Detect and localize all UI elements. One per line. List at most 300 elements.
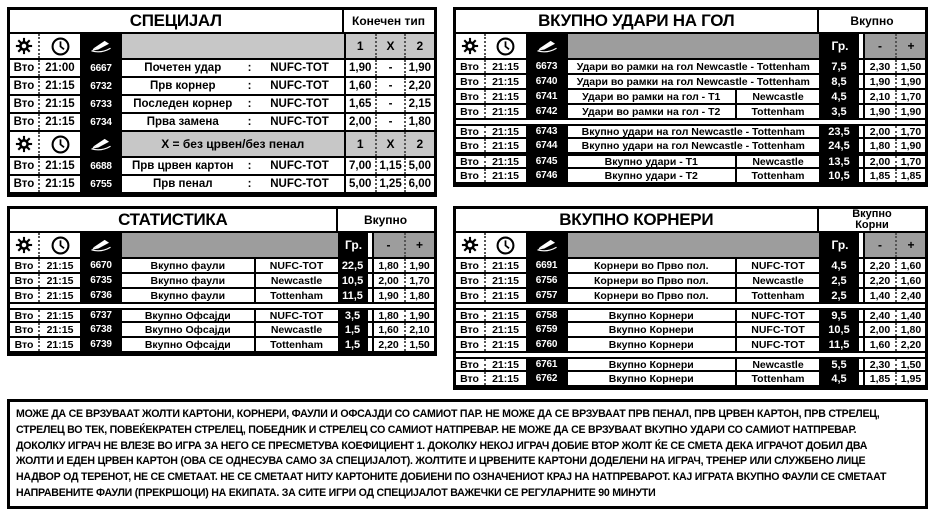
table-row [456, 372, 925, 387]
header-filler [122, 233, 338, 257]
odds-2: 2,20 [404, 78, 433, 94]
odds-group [344, 114, 434, 130]
odds-over: 1,70 [895, 156, 925, 167]
col-header-over: + [895, 34, 925, 58]
line-value: 11,5 [819, 338, 859, 351]
odds-column-headers [863, 34, 925, 58]
odds-under: 1,60 [869, 338, 891, 351]
market-label: Удари во рамки на гол - Т2 [582, 105, 721, 118]
time-cell: 21:15 [45, 116, 75, 128]
market-label: Вкупно удари - Т2 [604, 169, 698, 182]
odds-under: 1,90 [378, 289, 399, 302]
header-row [10, 34, 434, 60]
match-label: NUFC-TOT [270, 160, 329, 172]
time-cell: 21:15 [46, 289, 74, 302]
market-label: Корнери во Прво пол. [593, 274, 709, 287]
gear-icon [15, 37, 33, 55]
code-cell: 6756 [526, 274, 568, 287]
day-cell: Вто [10, 310, 40, 321]
market-label: Корнери во Прво пол. [593, 289, 709, 302]
market-label: Вкупно удари на гол Newcastle - Tottenham [581, 126, 805, 137]
header-row [456, 233, 925, 259]
subheader-note: Х = без црвен/без пенал [122, 132, 344, 156]
page-title: ВКУПНО УДАРИ НА ГОЛ [538, 11, 735, 30]
col-header-over: + [404, 233, 434, 257]
team-cell: Newcastle [254, 323, 338, 336]
odds-over: 1,60 [895, 274, 925, 287]
column-group-header-line2: Корни [855, 219, 889, 231]
odds-group [863, 323, 925, 336]
gear-icon [461, 236, 479, 254]
odds-under: 2,00 [378, 274, 399, 287]
time-cell: 21:15 [46, 274, 74, 287]
line-value: 1,5 [338, 338, 368, 351]
clock-icon [496, 37, 515, 56]
odds-over: 1,95 [895, 372, 925, 385]
header-row [10, 233, 434, 259]
odds-group [372, 338, 434, 351]
day-cell: Вто [10, 176, 40, 192]
market-label: Вкупно фаули [150, 289, 226, 302]
day-cell: Вто [10, 259, 40, 272]
rules-line: МОЖЕ ДА СЕ ВРЗУВААТ ЖОЛТИ КАРТОНИ, КОРНЕРИ, ФАУЛИ И ОФСАЈДИ СО САМИОТ ПАР. НЕ МОЖЕ ДА СЕ ВРЗУВААТ ПРВ ПЕНАЛ, ПРВ ЦРВЕН КАРТОН, ПРВ СТРЕЛЕЦ, [16, 408, 880, 420]
code-cell: 6758 [526, 310, 568, 321]
day-cell: Вто [456, 60, 486, 73]
day-cell: Вто [456, 156, 486, 167]
market-label: Удари во рамки на гол - Т1 [582, 90, 721, 103]
col-header-line: Гр. [819, 233, 859, 257]
odds-group [344, 60, 434, 76]
clock-icon [51, 37, 70, 56]
market-label: Вкупно удари на гол Newcastle - Tottenham [581, 139, 805, 152]
table-row [456, 289, 925, 304]
odds-under: 1,80 [869, 139, 891, 152]
odds-2: 6,00 [404, 176, 433, 192]
odds-group [863, 310, 925, 321]
odds-1: 7,00 [349, 160, 372, 172]
line-value: 9,5 [819, 310, 859, 321]
market-label: Вкупно Корнери [608, 323, 694, 336]
code-cell: 6736 [80, 289, 122, 302]
code-cell: 6742 [526, 105, 568, 118]
team-cell: Tottenham [735, 372, 819, 385]
day-cell: Вто [10, 114, 40, 130]
time-cell: 21:15 [46, 338, 74, 351]
code-cell: 6741 [526, 90, 568, 103]
panel-total-shots [453, 7, 928, 187]
odds-x: - [375, 60, 404, 76]
time-cell: 21:15 [492, 156, 519, 167]
market-label: Прв пенал [152, 178, 213, 190]
table-row [10, 158, 434, 176]
table-row [456, 338, 925, 353]
team-cell: Newcastle [254, 274, 338, 287]
odds-under: 1,80 [378, 310, 399, 321]
table-row [10, 323, 434, 338]
code-cell: 6737 [80, 310, 122, 321]
odds-group [863, 274, 925, 287]
rules-note [7, 399, 928, 509]
col-header-1: 1 [356, 39, 364, 53]
line-value: 10,5 [819, 169, 859, 182]
time-cell: 21:15 [46, 310, 74, 321]
odds-column-headers [372, 233, 434, 257]
odds-2: 1,90 [404, 60, 433, 76]
odds-column-headers [863, 233, 925, 257]
odds-group [863, 359, 925, 370]
day-cell: Вто [10, 289, 40, 302]
time-cell: 21:15 [46, 323, 74, 336]
rules-line: НАПРАВЕНИТЕ ФАУЛИ (ПРЕКРШОЦИ) НА ЕКИПАТА. ЗА СИТЕ ИГРИ ОД СПЕЦИЈАЛОТ ВАЖЕЧКИ СЕ РЕГУЛАРНИТЕ 90 МИНУТИ [16, 486, 656, 499]
rules-line: СТРЕЛЕЦ ВО ТЕК, ПОВЕЌЕКРАТЕН СТРЕЛЕЦ, ПОБЕДНИК И СТРЕЛЕЦ СО САМИОТ НАТПРЕВАР. НЕ МОЖЕ ДА СЕ ВРЗУВААТ ВКУПНО УДАРИ СО САМИОТ НАТПРЕВАР. [16, 423, 857, 436]
col-header-line: Гр. [338, 233, 368, 257]
table-row [456, 90, 925, 105]
table-row [10, 274, 434, 289]
colon-separator: : [247, 116, 252, 128]
header-filler [568, 34, 819, 58]
table-row [10, 259, 434, 274]
time-cell: 21:15 [492, 139, 519, 152]
colon-separator: : [247, 98, 252, 110]
odds-under: 1,85 [869, 372, 891, 385]
line-value: 7,5 [819, 60, 859, 73]
column-group-header: Вкупно [336, 209, 434, 231]
line-value: 10,5 [819, 323, 859, 336]
table-row [456, 75, 925, 90]
line-value: 3,5 [819, 105, 859, 118]
odds-under: 2,10 [869, 90, 891, 103]
time-cell: 21:15 [45, 178, 75, 190]
team-cell: NUFC-TOT [735, 310, 819, 321]
team-cell: NUFC-TOT [254, 310, 338, 321]
colon-separator: : [247, 80, 252, 92]
gear-icon [15, 236, 33, 254]
market-label: Удари во рамки на гол Newcastle - Tottenham [576, 60, 810, 73]
table-row [456, 259, 925, 274]
odds-2: 5,00 [404, 158, 433, 174]
odds-2: 1,80 [404, 114, 433, 130]
table-row [10, 176, 434, 194]
line-value: 13,5 [819, 156, 859, 167]
odds-under: 1,80 [378, 259, 399, 272]
code-cell: 6757 [526, 289, 568, 302]
odds-over: 2,10 [404, 323, 434, 336]
code-cell: 6732 [80, 78, 122, 94]
odds-group [863, 289, 925, 302]
header-filler [122, 34, 344, 58]
day-cell: Вто [456, 359, 486, 370]
market-label: Вкупно удари - Т1 [604, 156, 698, 167]
table-row [10, 60, 434, 78]
code-cell: 6667 [80, 60, 122, 76]
code-cell: 6691 [526, 259, 568, 272]
odds-group [863, 126, 925, 137]
header-filler [568, 233, 819, 257]
time-cell: 21:15 [492, 310, 519, 321]
table-row [456, 357, 925, 372]
day-cell: Вто [456, 259, 486, 272]
time-cell: 21:00 [45, 62, 75, 74]
market-label: Вкупно Корнери [608, 310, 694, 321]
rules-line: ЖОЛТИ И ЕДЕН ЦРВЕН КАРТОН (ОВА СЕ ОДНЕСУВА САМО ЗА СПЕЦИЈАЛОТ). ЖОЛТИТЕ И ЦРВЕНИТЕ КАРТОНИ ДОДЕЛЕНИ НА ИГРАЧ, ТРЕНЕР ИЛИ СЛУЖБЕНО ЛИЦЕ [16, 455, 866, 468]
odds-group [372, 289, 434, 302]
odds-under: 2,20 [378, 338, 399, 351]
code-cell: 6743 [526, 126, 568, 137]
match-label: NUFC-TOT [270, 62, 329, 74]
code-cell: 6734 [80, 114, 122, 130]
odds-over: 1,80 [895, 323, 925, 336]
odds-over: 1,60 [895, 259, 925, 272]
odds-group [372, 310, 434, 321]
column-group-header [817, 209, 925, 231]
time-cell: 21:15 [45, 80, 75, 92]
day-cell: Вто [10, 158, 40, 174]
time-cell: 21:15 [492, 105, 519, 118]
team-cell: Newcastle [735, 90, 819, 103]
odds-over: 1,90 [404, 259, 434, 272]
line-value: 10,5 [338, 274, 368, 287]
odds-over: 1,50 [895, 60, 925, 73]
day-cell: Вто [10, 60, 40, 76]
market-label: Вкупно Корнери [608, 359, 694, 370]
odds-x: - [375, 78, 404, 94]
odds-group [863, 139, 925, 152]
odds-x: - [375, 96, 404, 112]
odds-over: 1,50 [895, 359, 925, 370]
odds-1: 1,65 [349, 98, 372, 110]
col-header-x: X [375, 132, 404, 156]
odds-1: 1,90 [349, 62, 372, 74]
table-row [10, 338, 434, 353]
odds-1: 1,60 [349, 80, 372, 92]
line-value: 8,5 [819, 75, 859, 88]
code-cell: 6735 [80, 274, 122, 287]
table-row [456, 274, 925, 289]
match-label: NUFC-TOT [270, 98, 329, 110]
odds-under: 2,00 [869, 126, 891, 137]
team-cell: NUFC-TOT [735, 259, 819, 272]
time-cell: 21:15 [492, 359, 519, 370]
odds-over: 1,85 [895, 169, 925, 182]
odds-over: 1,90 [404, 310, 434, 321]
time-cell: 21:15 [45, 160, 75, 172]
odds-group [344, 78, 434, 94]
time-cell: 21:15 [492, 90, 519, 103]
odds-under: 2,30 [869, 60, 891, 73]
day-cell: Вто [456, 338, 486, 351]
day-cell: Вто [456, 323, 486, 336]
market-label: Прв корнер [149, 80, 216, 92]
market-label: Корнери во Прво пол. [593, 259, 709, 272]
line-value: 4,5 [819, 259, 859, 272]
bottom-panels [7, 206, 928, 390]
panel-special-title-row [10, 10, 434, 34]
market-label: Удари во рамки на гол Newcastle - Tottenham [576, 75, 810, 88]
line-value: 3,5 [338, 310, 368, 321]
pen-writing-icon [90, 137, 112, 151]
team-cell: Tottenham [735, 289, 819, 302]
code-cell: 6761 [526, 359, 568, 370]
odds-under: 2,20 [869, 274, 891, 287]
panel-corners-title-row [456, 209, 925, 233]
match-label: NUFC-TOT [270, 116, 329, 128]
market-label: Вкупно фаули [150, 274, 226, 287]
day-cell: Вто [10, 96, 40, 112]
odds-x: 1,15 [375, 158, 404, 174]
odds-group [863, 90, 925, 103]
team-cell: Tottenham [735, 169, 819, 182]
day-cell: Вто [456, 139, 486, 152]
day-cell: Вто [456, 274, 486, 287]
colon-separator: : [247, 62, 252, 74]
odds-under: 1,60 [378, 323, 399, 336]
line-value: 11,5 [338, 289, 368, 302]
line-value: 24,5 [819, 139, 859, 152]
market-label: Вкупно Корнери [608, 372, 694, 385]
odds-over: 1,70 [895, 126, 925, 137]
code-cell: 6759 [526, 323, 568, 336]
team-cell: NUFC-TOT [735, 338, 819, 351]
odds-over: 1,80 [404, 289, 434, 302]
page-title: СПЕЦИЈАЛ [129, 11, 222, 30]
market-label: Вкупно Офсајди [144, 338, 231, 351]
code-cell: 6740 [526, 75, 568, 88]
team-cell: Tottenham [735, 105, 819, 118]
day-cell: Вто [456, 90, 486, 103]
col-header-under: - [386, 238, 391, 252]
odds-group [863, 372, 925, 385]
time-cell: 21:15 [45, 98, 75, 110]
colon-separator: : [247, 160, 252, 172]
table-row [456, 308, 925, 323]
odds-column-headers [344, 34, 434, 58]
col-header-over: + [895, 233, 925, 257]
odds-group [344, 176, 434, 192]
odds-under: 2,00 [869, 323, 891, 336]
day-cell: Вто [456, 289, 486, 302]
odds-under: 1,90 [869, 105, 891, 118]
team-cell: Tottenham [254, 338, 338, 351]
code-cell: 6762 [526, 372, 568, 385]
table-row [456, 169, 925, 184]
odds-group [344, 96, 434, 112]
odds-group [372, 274, 434, 287]
odds-column-headers [344, 132, 434, 156]
table-row [456, 154, 925, 169]
code-cell: 6688 [80, 158, 122, 174]
market-label: Вкупно Офсајди [144, 323, 231, 336]
line-value: 2,5 [819, 289, 859, 302]
table-row [456, 124, 925, 139]
odds-group [372, 259, 434, 272]
odds-x: - [375, 114, 404, 130]
gear-icon [461, 37, 479, 55]
day-cell: Вто [456, 372, 486, 385]
column-group-header-line1: Вкупно [852, 207, 892, 220]
odds-group [863, 156, 925, 167]
col-header-x: X [375, 34, 404, 58]
table-row [456, 105, 925, 120]
table-row [10, 289, 434, 304]
code-cell: 6733 [80, 96, 122, 112]
rules-line: ДОКОЛКУ ИГРАЧ НЕ ВЛЕЗЕ ВО ИГРА ЗА НЕГО СЕ ПРЕСМЕТУВА КОЕФИЦИЕНТ 1. ДОКОЛКУ НЕКОЈ ИГРАЧ ДОБИЕ ВТОР ЖОЛТ ЌЕ СЕ СМЕТА ДЕКА ИГРАЧОТ ДОБИЛ ДВА [16, 439, 868, 452]
code-cell: 6670 [80, 259, 122, 272]
line-value: 23,5 [819, 126, 859, 137]
code-cell: 6673 [526, 60, 568, 73]
market-label: Вкупно Офсајди [144, 310, 231, 321]
time-cell: 21:15 [46, 259, 74, 272]
odds-group [372, 323, 434, 336]
header-row [456, 34, 925, 60]
odds-1: 5,00 [349, 178, 372, 190]
market-label: Прв црвен картон [131, 160, 234, 172]
table-row [456, 139, 925, 154]
odds-2: 2,15 [404, 96, 433, 112]
market-label: Последен корнер [133, 98, 233, 110]
column-group-header: Конечен тип [342, 10, 434, 32]
rules-line: НАДВОР ОД ТЕРЕНОТ, НЕ СЕ СМЕТААТ. НЕ СЕ СМЕТААТ НИТУ КАРТОНИТЕ ДОБИЕНИ ПО ОЗНАЧЕНИОТ КРАЈ НА НАТПРЕВАРОТ. КАЈ ИГРАТА ВКУПНО ФАУЛИ СЕ СМЕТААТ [16, 471, 887, 484]
panel-total-corners [453, 206, 928, 390]
table-row [10, 114, 434, 132]
panel-statistics [7, 206, 437, 356]
panel-statistics-title-row [10, 209, 434, 233]
clock-icon [51, 236, 70, 255]
market-label: Вкупно фаули [150, 259, 226, 272]
panel-special [7, 7, 437, 197]
match-label: NUFC-TOT [270, 178, 329, 190]
table-row [456, 60, 925, 75]
odds-over: 1,50 [404, 338, 434, 351]
time-cell: 21:15 [492, 75, 519, 88]
time-cell: 21:15 [492, 372, 519, 385]
line-value: 5,5 [819, 359, 859, 370]
col-header-line: Гр. [819, 34, 859, 58]
col-header-1: 1 [356, 137, 364, 151]
top-panels [7, 7, 928, 197]
market-label: Вкупно Корнери [608, 338, 694, 351]
line-value: 1,5 [338, 323, 368, 336]
odds-over: 1,90 [895, 75, 925, 88]
line-value: 22,5 [338, 259, 368, 272]
code-cell: 6760 [526, 338, 568, 351]
odds-over: 1,90 [895, 139, 925, 152]
code-cell: 6744 [526, 139, 568, 152]
day-cell: Вто [10, 78, 40, 94]
odds-over: 2,20 [895, 338, 925, 351]
odds-under: 2,00 [869, 156, 891, 167]
odds-under: 2,40 [869, 310, 891, 321]
market-label: Почетен удар [144, 62, 222, 74]
odds-under: 1,90 [869, 75, 891, 88]
subheader-row [10, 132, 434, 158]
odds-group [863, 259, 925, 272]
pen-writing-icon [536, 238, 558, 252]
team-cell: NUFC-TOT [254, 259, 338, 272]
team-cell: Newcastle [735, 156, 819, 167]
day-cell: Вто [456, 310, 486, 321]
odds-over: 1,40 [895, 310, 925, 321]
code-cell: 6745 [526, 156, 568, 167]
pen-writing-icon [536, 39, 558, 53]
day-cell: Вто [10, 323, 40, 336]
day-cell: Вто [456, 169, 486, 182]
odds-under: 2,30 [869, 359, 891, 370]
market-label: Прва замена [146, 116, 219, 128]
team-cell: Newcastle [735, 274, 819, 287]
page-title: ВКУПНО КОРНЕРИ [559, 210, 714, 229]
clock-icon [496, 236, 515, 255]
time-cell: 21:15 [492, 323, 519, 336]
